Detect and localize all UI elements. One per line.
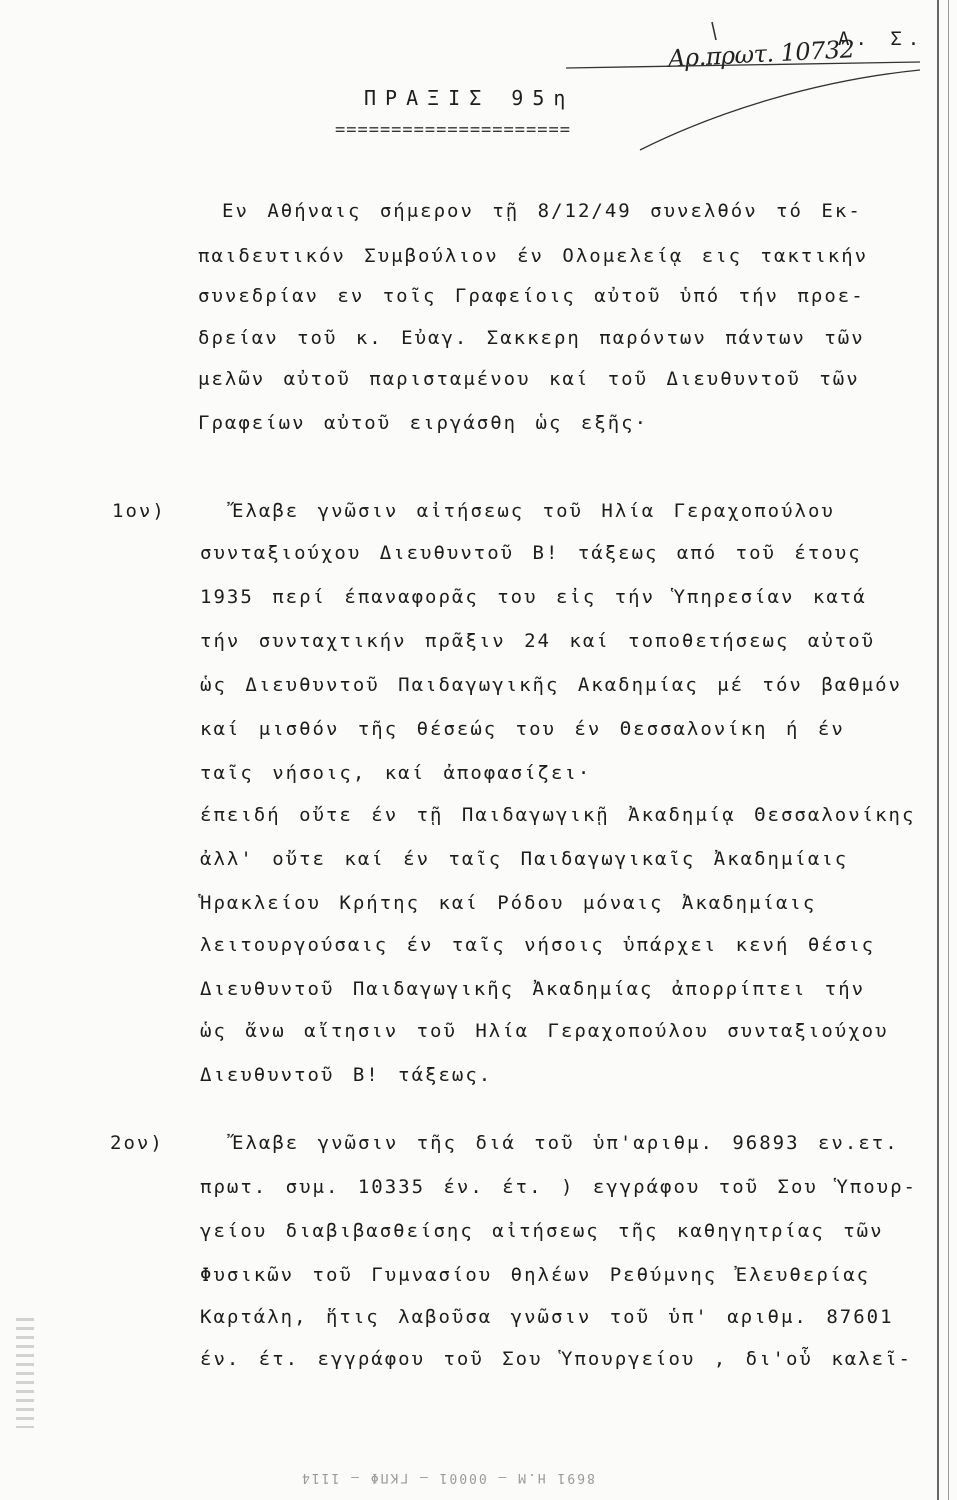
section-line: Διευθυντοῦ Παιδαγωγικῆς Ἀκαδημίας ἀπορρίπτει τήν [200,978,866,1000]
section-line: ὡς ἄνω αἴτησιν τοῦ Ηλία Γεραχοπούλου συνταξιούχου [200,1020,889,1042]
section-line: 1935 περί έπαναφορᾶς του εἰς τήν Ὑπηρεσίαν κατά [200,586,867,608]
intro-line: Εν Αθήναις σήμερον τῇ 8/12/49 συνελθόν τό Εκ- [222,200,862,222]
section-line: τήν συνταχτικήν πρᾶξιν 24 καί τοποθετήσεως αὐτοῦ [200,630,876,652]
section-line: ταῖς νήσοις, καί ἀποφασίζει· [200,762,592,784]
section-line: πρωτ. συμ. 10335 έν. έτ. ) εγγράφου τοῦ Σου Ὑπουρ- [200,1176,917,1198]
protocol-number-handwritten: Αρ.πρωτ. 10732 [667,35,856,73]
document-title: ΠΡΑΞΙΣ 95η [364,86,575,110]
intro-line: μελῶν αὐτοῦ παρισταμένου καί τοῦ Διευθυντοῦ τῶν [198,368,860,390]
section-line: ὡς Διευθυντοῦ Παιδαγωγικῆς Ακαδημίας μέ τόν βαθμόν [200,674,902,696]
section-line: Διευθυντοῦ Β! τάξεως. [200,1064,493,1086]
scan-margin-marks [16,1318,34,1428]
section-line: Καρτάλη, ἥτις λαβοῦσα γνῶσιν τοῦ ὑπ' αριθμ. 87601 [200,1306,894,1328]
header-initials: Α. Σ. [838,28,926,50]
section-line: Ἔλαβε γνῶσιν τῆς διά τοῦ ὑπ'αριθμ. 96893 εν.ετ. [232,1132,899,1154]
section-line: καί μισθόν τῆς θέσεώς του έν Θεσσαλονίκη ή έν [200,718,845,740]
section-line: Φυσικῶν τοῦ Γυμνασίου θηλέων Ρεθύμνης Ἐλευθερίας [200,1264,871,1286]
intro-line: Γραφείων αὐτοῦ ειργάσθη ὡς εξῆς· [198,412,649,434]
section-line: λειτουργούσαις έν ταῖς νήσοις ὑπάρχει κενή θέσις [200,934,876,956]
scan-binding-edge [937,0,949,1500]
intro-line: δρείαν τοῦ κ. Εὐαγ. Σακκερη παρόντων πάντων τῶν [198,327,865,349]
section-line: γείου διαβιβασθείσης αἰτήσεως τῆς καθηγητρίας τῶν [200,1220,884,1242]
section-label: 2ον) [110,1132,164,1154]
section-line: Ἡρακλείου Κρήτης καί Ρόδου μόναις Ἀκαδημίαις [200,892,817,914]
section-line: Ἔλαβε γνῶσιν αἰτήσεως τοῦ Ηλία Γεραχοπούλου [232,500,835,522]
section-line: ἀλλ' οὔτε καί έν ταῖς Παιδαγωγικαῖς Ἀκαδημίαις [200,848,849,870]
section-label: 1ον) [112,500,166,522]
section-line: συνταξιούχου Διευθυντοῦ Β! τάξεως από τοῦ έτους [200,542,862,564]
section-line: έπειδή οὔτε έν τῇ Παιδαγωγικῇ Ἀκαδημίᾳ Θεσσαλονίκης [200,804,916,826]
printer-imprint-footer: 8691 Η.Μ — 00001 — ΓΚΠΦ — 1114 [300,1470,595,1485]
intro-line: παιδευτικόν Συμβούλιον έν Ολομελείᾳ εις τακτικήν [198,245,869,267]
section-line: έν. έτ. εγγράφου τοῦ Σου Ὑπουργείου , δι'οὗ καλεῖ- [200,1348,912,1370]
title-underline: ===================== [335,120,571,140]
intro-line: συνεδρίαν εν τοῖς Γραφείοις αὐτοῦ ὑπό τήν προε- [198,285,865,307]
